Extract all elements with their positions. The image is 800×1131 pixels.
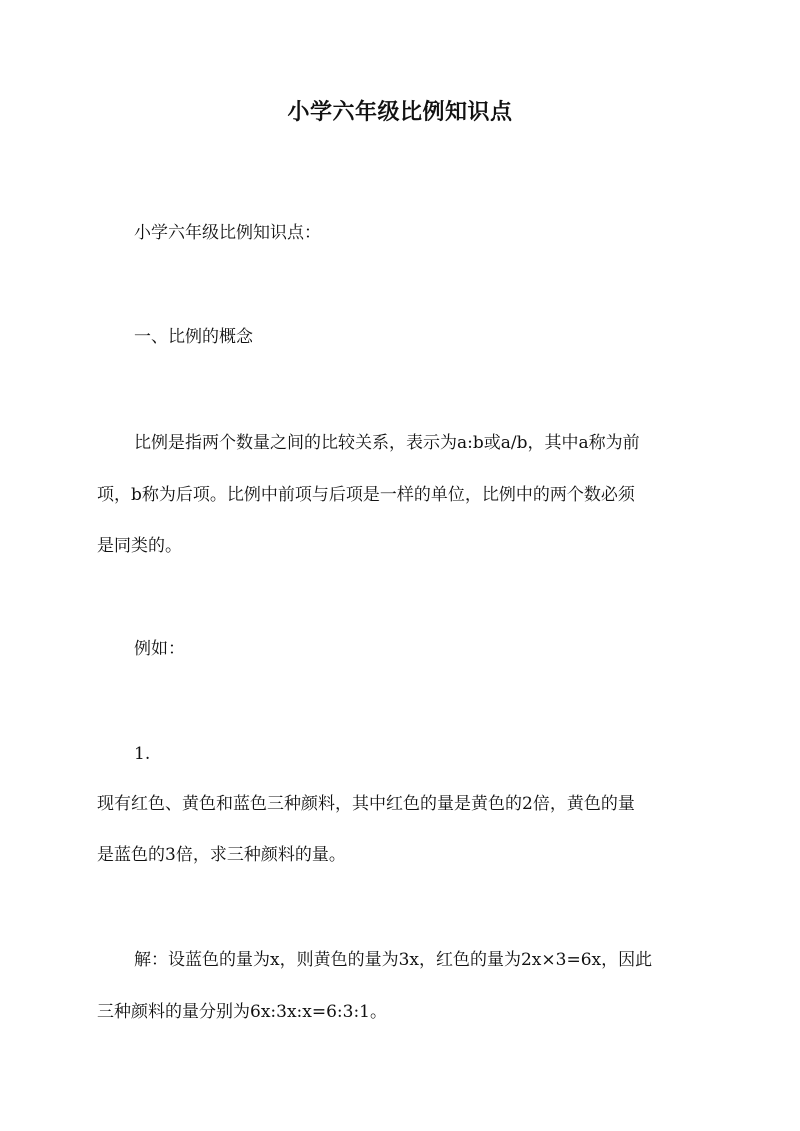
intro-text: 小学六年级比例知识点：: [134, 223, 321, 243]
solution-line-1: 解：设蓝色的量为x，则黄色的量为3x，红色的量为2x×3=6x，因此: [134, 950, 653, 970]
example-label: 例如：: [134, 639, 185, 659]
example-line-1: 现有红色、黄色和蓝色三种颜料，其中红色的量是黄色的2倍，黄色的量: [97, 794, 635, 814]
definition-line-3: 是同类的。: [97, 536, 182, 556]
document-title: 小学六年级比例知识点: [287, 99, 513, 125]
section-heading: 一、比例的概念: [134, 327, 253, 347]
example-line-2: 是蓝色的3倍，求三种颜料的量。: [97, 845, 346, 865]
example-number: 1.: [134, 744, 151, 764]
definition-line-1: 比例是指两个数量之间的比较关系，表示为a:b或a/b，其中a称为前: [134, 433, 640, 453]
definition-line-2: 项，b称为后项。比例中前项与后项是一样的单位，比例中的两个数必须: [97, 485, 635, 505]
solution-line-2: 三种颜料的量分别为6x:3x:x=6:3:1。: [97, 1002, 387, 1022]
